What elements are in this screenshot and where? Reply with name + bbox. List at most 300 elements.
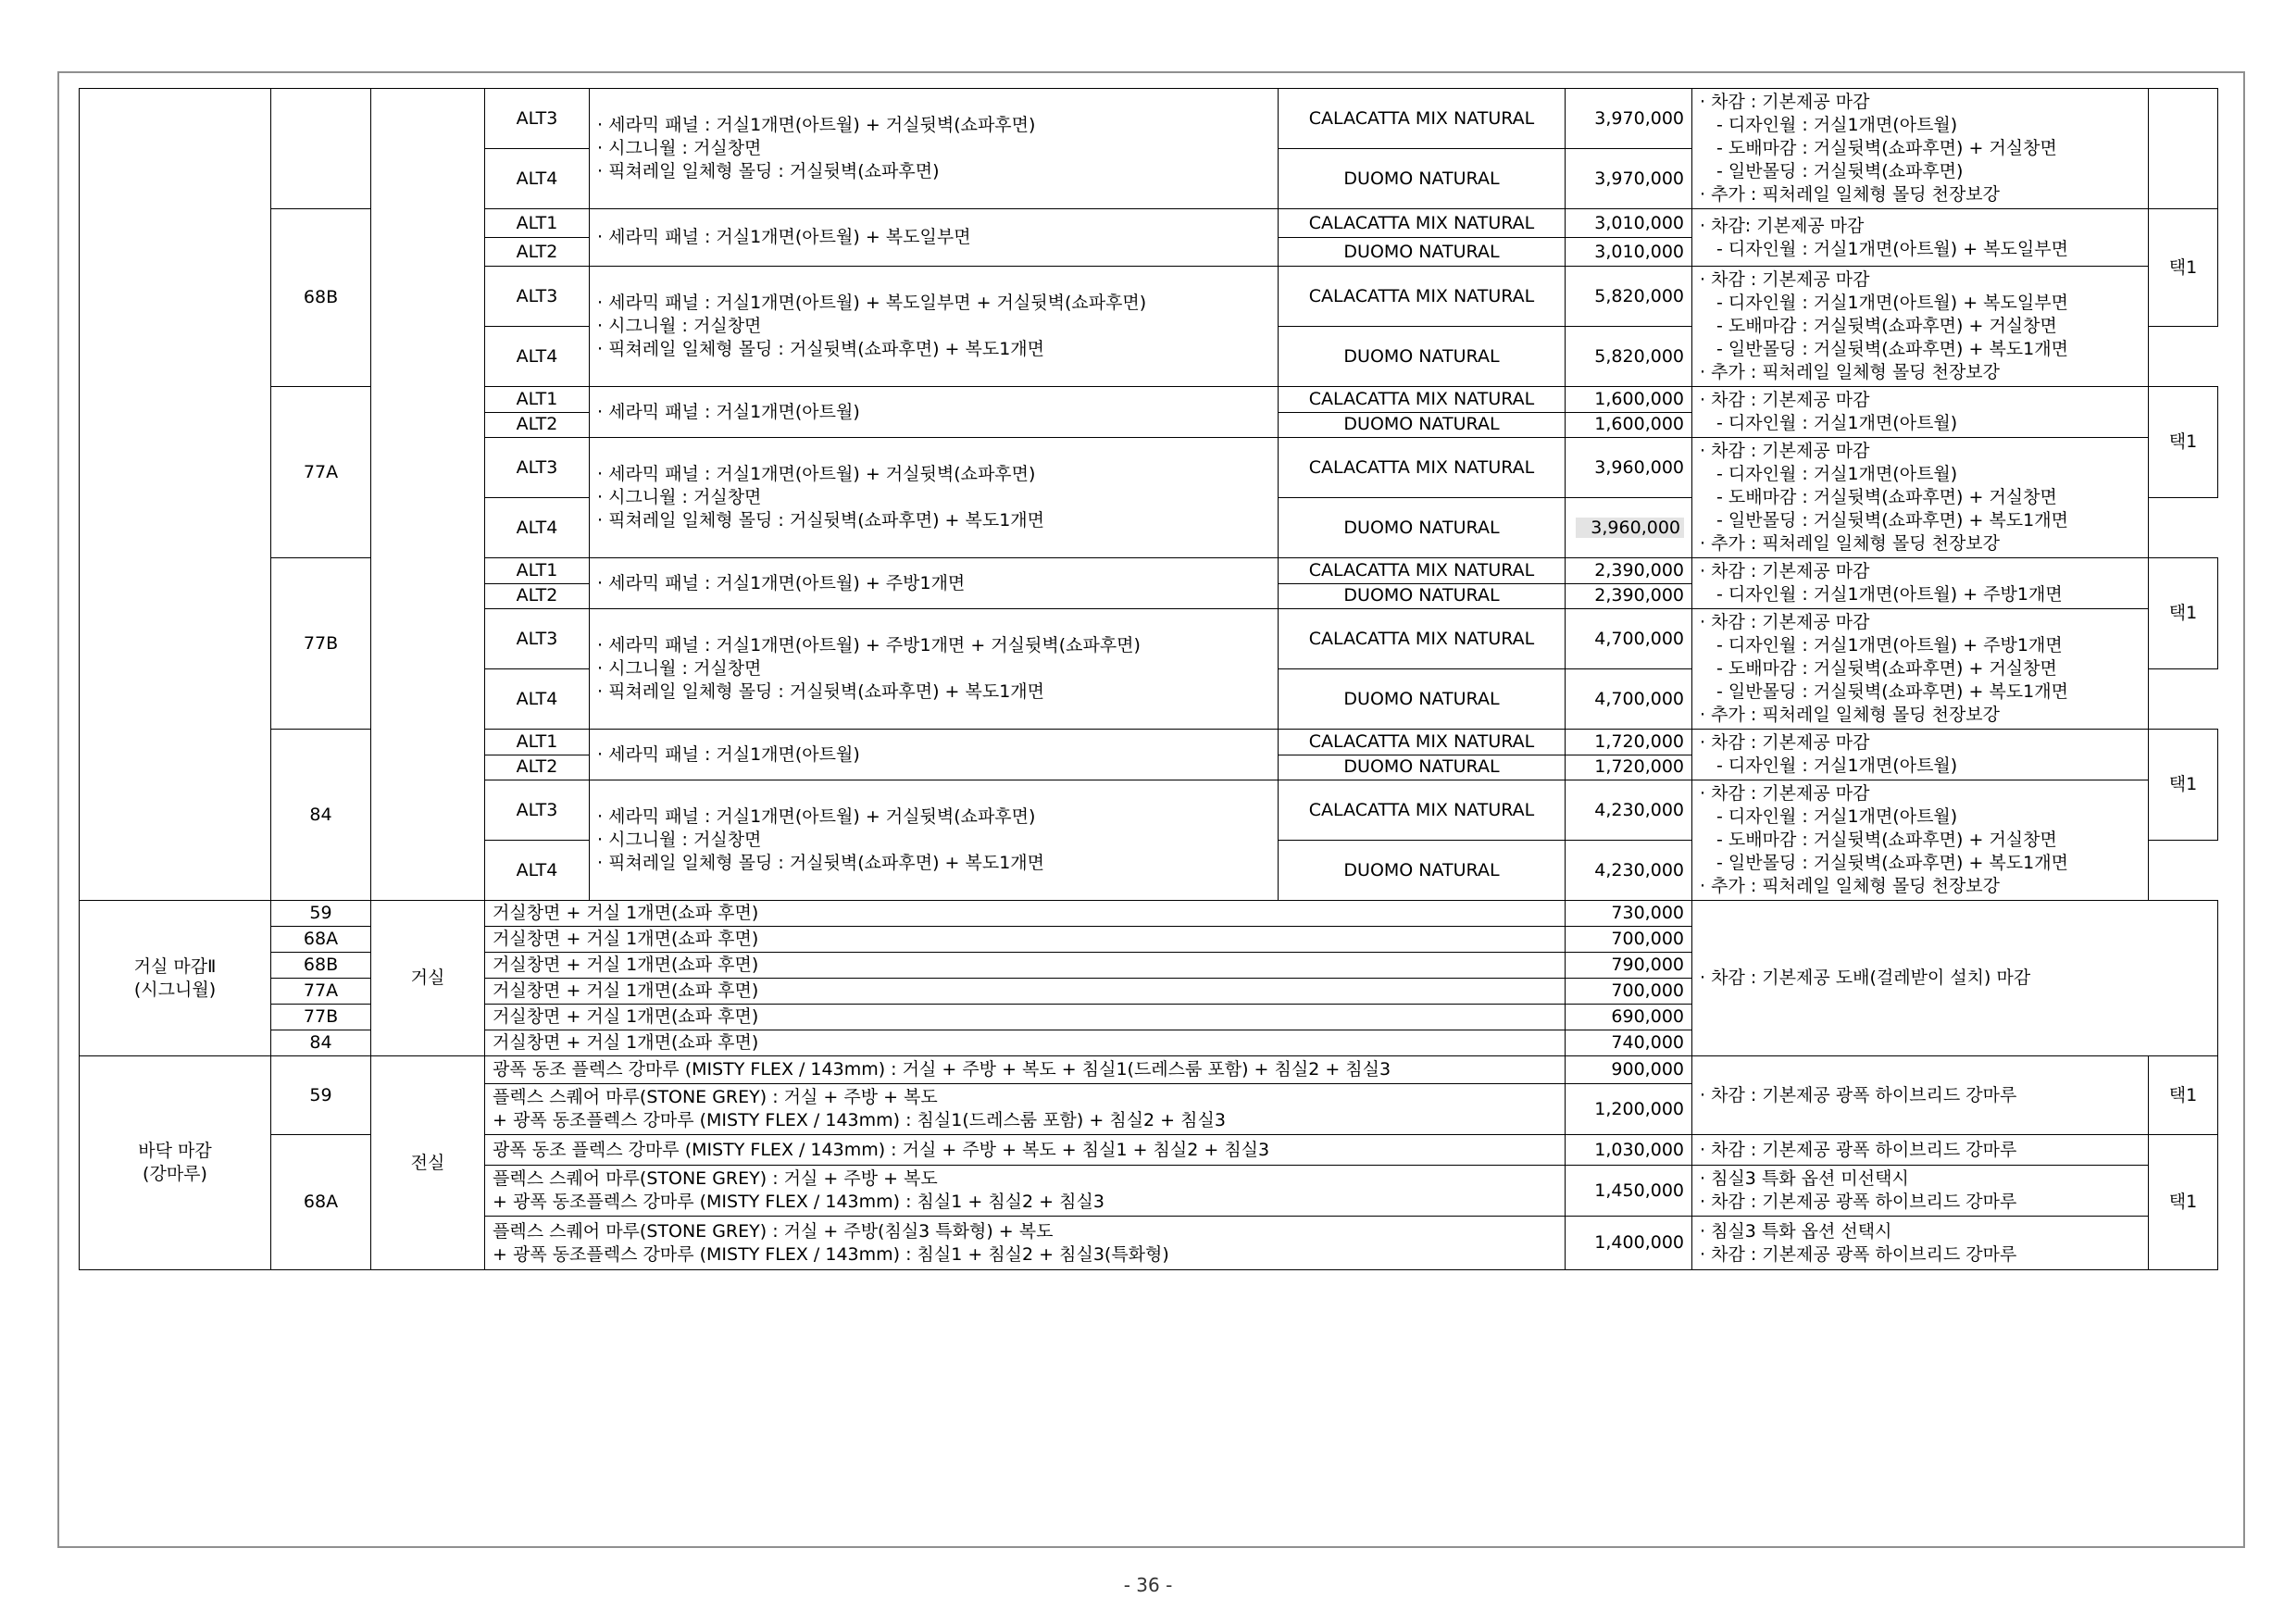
- option-description: [590, 609, 1279, 730]
- category-label: (시그니월): [133, 979, 217, 1000]
- option-description: [590, 438, 1279, 558]
- text-line: [1700, 875, 2140, 898]
- choice-label: 택1: [2149, 387, 2218, 498]
- text-block: [1700, 558, 2140, 608]
- bullet-mark: ·: [1700, 390, 1712, 410]
- option-description: 거실창면 + 거실 1개면(쇼파 후면): [485, 1005, 1566, 1030]
- unit-type: 77B: [271, 558, 371, 730]
- text-value: 플렉스 스퀘어 마루(STONE GREY) : 거실 + 주방(침실3 특화형) + 복도: [493, 1220, 1054, 1242]
- text-line: [1700, 338, 2140, 361]
- text-block: [1700, 730, 2140, 780]
- alt-code: ALT3: [485, 89, 590, 149]
- text-value: 차감 : 기본제공 광폭 하이브리드 강마루: [1711, 1139, 2017, 1160]
- text-line: [1700, 160, 2140, 183]
- price-value: 3,010,000: [1594, 212, 1684, 233]
- material-name: DUOMO NATURAL: [1279, 841, 1566, 901]
- text-value: 차감 : 기본제공 광폭 하이브리드 강마루: [1711, 1192, 2017, 1212]
- text-line: [1700, 634, 2140, 657]
- material-name: CALACATTA MIX NATURAL: [1279, 438, 1566, 498]
- text-line: [1700, 114, 2140, 137]
- choice-cell: [2149, 89, 2218, 209]
- text-line: [597, 805, 1270, 829]
- text-value: 침실3 특화 옵션 미선택시: [1711, 1168, 1909, 1189]
- category-cell: [80, 1056, 271, 1270]
- text-block: [1700, 1166, 2140, 1216]
- choice-label: 택1: [2149, 1056, 2218, 1135]
- option-description: [590, 730, 1279, 780]
- text-value: 침실3 특화 옵션 선택시: [1711, 1220, 1892, 1242]
- text-value: 세라믹 패널 : 거실1개면(아트월) + 복도일부면: [608, 227, 971, 247]
- text-block: [1700, 213, 2140, 263]
- option-price: [1566, 438, 1692, 498]
- text-value: - 도배마감 : 거실뒷벽(쇼파후면) + 거실창면: [1716, 830, 2057, 850]
- unit-type: 84: [271, 730, 371, 901]
- text-value: - 디자인월 : 거실1개면(아트월) + 주방1개면: [1716, 584, 2063, 605]
- text-value: - 디자인월 : 거실1개면(아트월): [1716, 413, 1958, 433]
- text-value: - 일반몰딩 : 거실뒷벽(쇼파후면) + 복도1개면: [1716, 510, 2068, 531]
- option-description: [485, 1166, 1566, 1217]
- text-value: 세라믹 패널 : 거실1개면(아트월): [608, 401, 860, 422]
- text-value: 픽쳐레일 일체형 몰딩 : 거실뒷벽(쇼파후면) + 복도1개면: [608, 339, 1045, 359]
- text-line: [597, 680, 1270, 704]
- space-label: 거실: [371, 901, 485, 1056]
- option-price: 690,000: [1566, 1005, 1692, 1030]
- text-block: [1700, 387, 2140, 437]
- text-line: [1700, 805, 2140, 829]
- deduction-note: [1692, 387, 2149, 438]
- signiwall-row: [80, 901, 2218, 927]
- text-line: [597, 572, 1270, 595]
- text-value: - 일반몰딩 : 거실뒷벽(쇼파후면) + 복도1개면: [1716, 853, 2068, 873]
- unit-type: 77A: [271, 387, 371, 558]
- option-price: [1566, 609, 1692, 669]
- panel-option-row: [80, 89, 2218, 149]
- text-line: [597, 114, 1270, 137]
- text-line: [1700, 583, 2140, 606]
- text-value: + 광폭 동조플렉스 강마루 (MISTY FLEX / 143mm) : 침실1 + 침실2 + 침실3: [493, 1192, 1104, 1212]
- bullet-mark: ·: [597, 658, 609, 679]
- category-label: (강마루): [143, 1164, 207, 1184]
- bullet-mark: ·: [597, 510, 609, 531]
- choice-label: 택1: [2149, 558, 2218, 669]
- text-value: 시그니월 : 거실창면: [608, 487, 762, 507]
- bullet-mark: ·: [597, 339, 609, 359]
- text-block: [493, 1056, 1557, 1083]
- bullet-mark: ·: [597, 115, 609, 135]
- material-name: CALACATTA MIX NATURAL: [1279, 558, 1566, 584]
- text-line: [493, 1167, 1557, 1191]
- text-value: 세라믹 패널 : 거실1개면(아트월) + 주방1개면 + 거실뒷벽(쇼파후면): [608, 635, 1141, 655]
- option-price: [1566, 149, 1692, 209]
- bullet-mark: ·: [597, 853, 609, 873]
- option-description: [590, 209, 1279, 267]
- text-line: [1700, 852, 2140, 875]
- category-cell: [80, 901, 271, 1056]
- text-line: [1700, 440, 2140, 463]
- text-value: 시그니월 : 거실창면: [608, 316, 762, 336]
- unit-type: 68A: [271, 1135, 371, 1270]
- deduction-note: [1692, 1217, 2149, 1270]
- option-price: [1566, 558, 1692, 584]
- text-block: [1700, 965, 2210, 992]
- bullet-mark: ·: [597, 681, 609, 702]
- text-value: 세라믹 패널 : 거실1개면(아트월): [608, 743, 860, 765]
- text-block: [597, 632, 1270, 705]
- option-price: 730,000: [1566, 901, 1692, 927]
- text-line: [1700, 560, 2140, 583]
- text-value: - 도배마감 : 거실뒷벽(쇼파후면) + 거실창면: [1716, 658, 2057, 679]
- material-name: CALACATTA MIX NATURAL: [1279, 387, 1566, 413]
- text-block: [1700, 780, 2140, 900]
- bullet-mark: ·: [1700, 215, 1712, 236]
- text-value: 차감 : 기본제공 광폭 하이브리드 강마루: [1711, 1084, 2017, 1105]
- text-block: [597, 461, 1270, 534]
- option-price: [1566, 755, 1692, 780]
- option-description: 거실창면 + 거실 1개면(쇼파 후면): [485, 953, 1566, 979]
- option-price: [1566, 89, 1692, 149]
- alt-code: ALT4: [485, 327, 590, 387]
- text-value: 시그니월 : 거실창면: [608, 658, 762, 679]
- text-line: [1700, 1084, 2140, 1107]
- text-value: 세라믹 패널 : 거실1개면(아트월) + 거실뒷벽(쇼파후면): [608, 806, 1036, 827]
- option-price: [1566, 780, 1692, 841]
- text-block: [597, 399, 1270, 426]
- bullet-mark: ·: [597, 316, 609, 336]
- bullet-mark: ·: [597, 293, 609, 313]
- option-price: [1566, 498, 1692, 558]
- option-price: [1566, 730, 1692, 755]
- text-block: [1700, 438, 2140, 557]
- price-value: 1,600,000: [1594, 388, 1684, 409]
- text-value: 세라믹 패널 : 거실1개면(아트월) + 거실뒷벽(쇼파후면): [608, 464, 1036, 484]
- text-line: [1700, 183, 2140, 206]
- bullet-mark: ·: [1700, 876, 1712, 896]
- deduction-note: [1692, 558, 2149, 609]
- text-value: 차감 : 기본제공 마감: [1711, 390, 1870, 410]
- text-value: 차감: 기본제공 마감: [1711, 215, 1865, 236]
- price-value: 3,970,000: [1594, 107, 1684, 129]
- text-block: [493, 1218, 1557, 1268]
- bullet-mark: ·: [1700, 1192, 1712, 1212]
- deduction-note: [1692, 901, 2218, 1056]
- price-value: 3,960,000: [1576, 518, 1684, 538]
- bullet-mark: ·: [1700, 441, 1712, 461]
- text-line: [1700, 509, 2140, 532]
- text-line: [493, 1109, 1557, 1132]
- text-value: 세라믹 패널 : 거실1개면(아트월) + 주방1개면: [608, 572, 966, 593]
- alt-code: ALT2: [485, 412, 590, 438]
- text-block: [1700, 1082, 2140, 1109]
- unit-type: 59: [271, 901, 371, 927]
- text-line: [1700, 389, 2140, 412]
- price-value: 4,230,000: [1594, 799, 1684, 820]
- price-value: 1,720,000: [1594, 756, 1684, 778]
- choice-label: 택1: [2149, 209, 2218, 327]
- text-line: [1700, 1139, 2140, 1162]
- text-value: 세라믹 패널 : 거실1개면(아트월) + 복도일부면 + 거실뒷벽(쇼파후면): [608, 293, 1147, 313]
- text-line: [1700, 532, 2140, 556]
- deduction-note: [1692, 267, 2149, 387]
- deduction-note: [1692, 780, 2149, 901]
- bullet-mark: ·: [1700, 705, 1712, 725]
- text-value: 차감 : 기본제공 광폭 하이브리드 강마루: [1711, 1243, 2017, 1265]
- alt-code: ALT2: [485, 755, 590, 780]
- category-cell: [80, 89, 271, 901]
- text-value: - 디자인월 : 거실1개면(아트월): [1716, 464, 1958, 484]
- text-line: [1700, 361, 2140, 384]
- type-cell: [271, 89, 371, 209]
- text-line: [597, 829, 1270, 852]
- bullet-mark: ·: [1700, 732, 1712, 753]
- text-value: - 일반몰딩 : 거실뒷벽(쇼파후면) + 복도1개면: [1716, 681, 2068, 702]
- deduction-note: [1692, 1056, 2149, 1135]
- option-price: 790,000: [1566, 953, 1692, 979]
- text-value: 차감 : 기본제공 도배(걸레받이 설치) 마감: [1711, 968, 2031, 988]
- price-value: 2,390,000: [1594, 559, 1684, 581]
- price-value: 1,720,000: [1594, 730, 1684, 752]
- text-line: [493, 1191, 1557, 1214]
- bullet-mark: ·: [1700, 533, 1712, 554]
- bullet-mark: ·: [597, 830, 609, 850]
- material-name: DUOMO NATURAL: [1279, 238, 1566, 267]
- material-name: CALACATTA MIX NATURAL: [1279, 267, 1566, 327]
- material-name: DUOMO NATURAL: [1279, 412, 1566, 438]
- unit-type: 59: [271, 1056, 371, 1135]
- text-line: [1700, 215, 2140, 238]
- text-value: - 디자인월 : 거실1개면(아트월) + 주방1개면: [1716, 635, 2063, 655]
- text-value: - 도배마감 : 거실뒷벽(쇼파후면) + 거실창면: [1716, 316, 2057, 336]
- bullet-mark: ·: [1700, 1243, 1712, 1265]
- option-price: 1,450,000: [1566, 1166, 1692, 1217]
- text-line: [1700, 755, 2140, 778]
- text-value: - 일반몰딩 : 거실뒷벽(쇼파후면): [1716, 161, 1964, 181]
- material-name: DUOMO NATURAL: [1279, 327, 1566, 387]
- page-number: - 36 -: [1123, 1574, 1173, 1596]
- alt-code: ALT3: [485, 438, 590, 498]
- bullet-mark: ·: [1700, 1168, 1712, 1189]
- option-description: [590, 780, 1279, 901]
- material-name: DUOMO NATURAL: [1279, 755, 1566, 780]
- text-line: [597, 137, 1270, 160]
- bullet-mark: ·: [597, 401, 609, 422]
- bullet-mark: ·: [1700, 1139, 1712, 1160]
- price-value: 1,600,000: [1594, 414, 1684, 435]
- option-price: [1566, 412, 1692, 438]
- option-price: 1,030,000: [1566, 1135, 1692, 1166]
- price-value: 2,390,000: [1594, 585, 1684, 606]
- text-value: - 디자인월 : 거실1개면(아트월) + 복도일부면: [1716, 293, 2068, 313]
- option-price: [1566, 327, 1692, 387]
- option-description: [485, 1056, 1566, 1084]
- text-line: [1700, 1220, 2140, 1243]
- bullet-mark: ·: [1700, 362, 1712, 382]
- text-value: 차감 : 기본제공 마감: [1711, 561, 1870, 581]
- option-price: 740,000: [1566, 1030, 1692, 1056]
- text-line: [493, 1058, 1557, 1081]
- text-block: [1700, 609, 2140, 729]
- unit-type: 84: [271, 1030, 371, 1056]
- text-line: [1700, 680, 2140, 704]
- text-line: [1700, 704, 2140, 727]
- option-price: [1566, 669, 1692, 730]
- text-line: [1700, 412, 2140, 435]
- option-price: [1566, 841, 1692, 901]
- text-line: [597, 226, 1270, 249]
- material-name: CALACATTA MIX NATURAL: [1279, 89, 1566, 149]
- bullet-mark: ·: [597, 227, 609, 247]
- material-name: CALACATTA MIX NATURAL: [1279, 209, 1566, 238]
- text-line: [1700, 91, 2140, 114]
- choice-label: 택1: [2149, 730, 2218, 841]
- deduction-note: [1692, 730, 2149, 780]
- text-line: [597, 401, 1270, 424]
- text-line: [1700, 292, 2140, 315]
- text-value: 추가 : 픽처레일 일체형 몰딩 천장보강: [1711, 705, 2001, 725]
- text-block: [597, 570, 1270, 597]
- bullet-mark: ·: [597, 161, 609, 181]
- text-line: [1700, 967, 2210, 990]
- floor-option-row: [80, 1056, 2218, 1084]
- text-value: 픽쳐레일 일체형 몰딩 : 거실뒷벽(쇼파후면) + 복도1개면: [608, 510, 1045, 531]
- text-value: 플렉스 스퀘어 마루(STONE GREY) : 거실 + 주방 + 복도: [493, 1168, 938, 1189]
- price-value: 5,820,000: [1594, 285, 1684, 306]
- text-line: [597, 657, 1270, 680]
- text-line: [1700, 1243, 2140, 1267]
- text-line: [1700, 486, 2140, 509]
- bullet-mark: ·: [1700, 968, 1712, 988]
- alt-code: ALT2: [485, 583, 590, 609]
- unit-type: 77A: [271, 979, 371, 1005]
- text-value: 세라믹 패널 : 거실1개면(아트월) + 거실뒷벽(쇼파후면): [608, 115, 1036, 135]
- text-line: [597, 338, 1270, 361]
- text-line: [597, 160, 1270, 183]
- option-price: 1,200,000: [1566, 1084, 1692, 1135]
- option-price: [1566, 209, 1692, 238]
- unit-type: 68B: [271, 953, 371, 979]
- text-value: 픽쳐레일 일체형 몰딩 : 거실뒷벽(쇼파후면) + 복도1개면: [608, 681, 1045, 702]
- option-price: 700,000: [1566, 927, 1692, 953]
- material-name: CALACATTA MIX NATURAL: [1279, 780, 1566, 841]
- category-label: 바닥 마감: [138, 1141, 212, 1161]
- alt-code: ALT1: [485, 209, 590, 238]
- text-value: - 디자인월 : 거실1개면(아트월): [1716, 115, 1958, 135]
- alt-code: ALT1: [485, 558, 590, 584]
- text-value: 차감 : 기본제공 마감: [1711, 441, 1870, 461]
- text-value: 추가 : 픽처레일 일체형 몰딩 천장보강: [1711, 362, 2001, 382]
- deduction-note: [1692, 438, 2149, 558]
- option-price: [1566, 583, 1692, 609]
- text-line: [493, 1139, 1557, 1162]
- text-line: [597, 463, 1270, 486]
- text-value: 차감 : 기본제공 마감: [1711, 92, 1870, 112]
- price-value: 4,230,000: [1594, 859, 1684, 880]
- text-value: 광폭 동조 플렉스 강마루 (MISTY FLEX / 143mm) : 거실 + 주방 + 복도 + 침실1 + 침실2 + 침실3: [493, 1139, 1270, 1160]
- text-value: 차감 : 기본제공 마감: [1711, 612, 1870, 632]
- option-price: 900,000: [1566, 1056, 1692, 1084]
- text-block: [493, 1137, 1557, 1164]
- bullet-mark: ·: [1700, 612, 1712, 632]
- bullet-mark: ·: [1700, 269, 1712, 290]
- text-line: [1700, 315, 2140, 338]
- text-line: [1700, 463, 2140, 486]
- option-price: [1566, 267, 1692, 327]
- space-cell: [371, 89, 485, 901]
- deduction-note: [1692, 209, 2149, 267]
- material-name: CALACATTA MIX NATURAL: [1279, 609, 1566, 669]
- text-line: [597, 743, 1270, 767]
- price-value: 5,820,000: [1594, 345, 1684, 367]
- unit-type: 68A: [271, 927, 371, 953]
- material-name: CALACATTA MIX NATURAL: [1279, 730, 1566, 755]
- text-line: [597, 852, 1270, 875]
- alt-code: ALT1: [485, 387, 590, 413]
- text-value: 시그니월 : 거실창면: [608, 138, 762, 158]
- text-line: [597, 509, 1270, 532]
- text-line: [597, 292, 1270, 315]
- material-name: DUOMO NATURAL: [1279, 583, 1566, 609]
- option-description: 거실창면 + 거실 1개면(쇼파 후면): [485, 979, 1566, 1005]
- price-value: 3,010,000: [1594, 241, 1684, 262]
- option-description: [485, 1135, 1566, 1166]
- text-block: [597, 112, 1270, 185]
- option-description: [485, 1217, 1566, 1270]
- bullet-mark: ·: [597, 487, 609, 507]
- alt-code: ALT4: [485, 669, 590, 730]
- alt-code: ALT2: [485, 238, 590, 267]
- option-price: [1566, 238, 1692, 267]
- unit-type: 68B: [271, 209, 371, 387]
- text-block: [493, 1084, 1557, 1134]
- text-line: [1700, 1191, 2140, 1214]
- text-block: [1700, 89, 2140, 208]
- bullet-mark: ·: [597, 743, 609, 765]
- alt-code: ALT3: [485, 267, 590, 327]
- bullet-mark: ·: [597, 635, 609, 655]
- text-value: - 디자인월 : 거실1개면(아트월) + 복도일부면: [1716, 238, 2068, 259]
- text-value: - 디자인월 : 거실1개면(아트월): [1716, 806, 1958, 827]
- option-description: 거실창면 + 거실 1개면(쇼파 후면): [485, 927, 1566, 953]
- bullet-mark: ·: [1700, 184, 1712, 205]
- material-name: DUOMO NATURAL: [1279, 498, 1566, 558]
- category-label: 거실 마감Ⅱ: [133, 955, 217, 977]
- text-line: [1700, 782, 2140, 805]
- text-line: [1700, 238, 2140, 261]
- text-line: [597, 634, 1270, 657]
- alt-code: ALT3: [485, 609, 590, 669]
- option-price-table: [79, 88, 2218, 1270]
- text-block: [493, 1166, 1557, 1216]
- text-value: 차감 : 기본제공 마감: [1711, 783, 1870, 804]
- deduction-note: [1692, 89, 2149, 209]
- text-block: [597, 224, 1270, 251]
- deduction-note: [1692, 1166, 2149, 1217]
- text-value: 픽쳐레일 일체형 몰딩 : 거실뒷벽(쇼파후면) + 복도1개면: [608, 853, 1045, 873]
- bullet-mark: ·: [597, 806, 609, 827]
- space-label: 전실: [371, 1056, 485, 1270]
- option-description: [590, 558, 1279, 609]
- text-line: [493, 1086, 1557, 1109]
- text-block: [597, 290, 1270, 363]
- text-value: - 일반몰딩 : 거실뒷벽(쇼파후면) + 복도1개면: [1716, 339, 2068, 359]
- price-value: 3,960,000: [1594, 456, 1684, 478]
- text-value: 추가 : 픽처레일 일체형 몰딩 천장보강: [1711, 184, 2001, 205]
- alt-code: ALT3: [485, 780, 590, 841]
- price-value: 4,700,000: [1594, 628, 1684, 649]
- option-description: [590, 387, 1279, 438]
- bullet-mark: ·: [1700, 1084, 1712, 1105]
- text-line: [493, 1220, 1557, 1243]
- text-block: [1700, 267, 2140, 386]
